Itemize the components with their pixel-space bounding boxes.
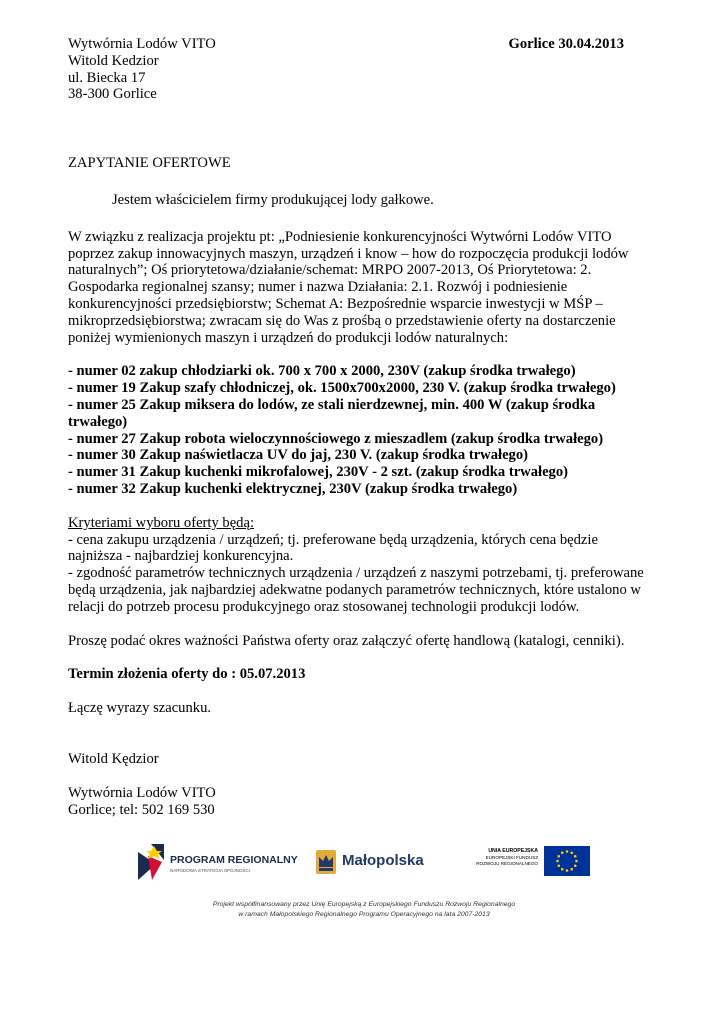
eu-star <box>570 868 573 871</box>
eu-flag-icon <box>544 846 590 876</box>
equipment-item: - numer 02 zakup chłodziarki ok. 700 x 700 x 2000, 230V (zakup środka trwałego) <box>68 363 576 380</box>
letter-header <box>68 36 624 103</box>
malopolska-crown-icon <box>316 850 336 874</box>
eu-star <box>561 868 564 871</box>
equipment-item: - numer 32 Zakup kuchenki elektrycznej, 230V (zakup środka trwałego) <box>68 480 518 497</box>
eu-star <box>557 855 560 858</box>
funding-footer <box>138 836 590 932</box>
sender-city: 38-300 Gorlice <box>68 86 157 103</box>
malopolska-name: Małopolska <box>342 852 424 869</box>
paragraph-line: W związku z realizacja projektu pt: „Podniesienie konkurencyjności Wytwórni Lodów VITO <box>68 228 612 245</box>
eu-name: UNIA EUROPEJSKA <box>488 848 538 854</box>
equipment-list <box>68 363 624 497</box>
equipment-item: - numer 31 Zakup kuchenki mikrofalowej, 230V - 2 szt. (zakup środka trwałego) <box>68 464 569 481</box>
paragraph-line: konkurencyjności przedsiębiorstw; Schemat A: Bezpośrednie wsparcie inwestycji w MŚP – <box>68 295 603 312</box>
footer-phone: Gorlice; tel: 502 169 530 <box>68 801 215 818</box>
eu-star <box>561 851 564 854</box>
paragraph-line: Gospodarka regionalnej szansy; numer i nazwa Działania: 2.1. Rozwój i podniesienie <box>68 279 568 296</box>
program-regionalny-subtitle: NARODOWA STRATEGIA SPÓJNOŚCI <box>170 868 251 873</box>
logo-strip <box>138 836 590 890</box>
footer-contact-block <box>68 785 624 819</box>
sender-company: Wytwórnia Lodów VITO <box>68 36 216 52</box>
criteria-heading: Kryteriami wyboru oferty będą: <box>68 514 255 531</box>
paragraph-line: poniżej wymienionych maszyn i urządzeń do produkcji lodów naturalnych: <box>68 329 509 346</box>
criteria-line: - zgodność parametrów technicznych urządzenia / urządzeń z naszymi potrzebami, tj. preferowane <box>68 565 644 582</box>
document-title: ZAPYTANIE OFERTOWE <box>68 155 231 172</box>
eu-star <box>556 860 559 863</box>
project-paragraph <box>68 228 629 347</box>
criteria-line: najniższa - najbardziej konkurencyjna. <box>68 548 294 565</box>
letter-date: Gorlice 30.04.2013 <box>508 36 624 52</box>
sender-street: ul. Biecka 17 <box>68 69 146 86</box>
signature-name: Witold Kędzior <box>68 750 159 767</box>
letter <box>68 36 644 818</box>
eu-star <box>574 864 577 867</box>
paragraph-line: mikroprzedsiębiorstwa; zwracam się do Was z prośbą o przedstawienie oferty na dostarczenie <box>68 312 616 329</box>
closing-regards: Łączę wyrazy szacunku. <box>68 700 212 717</box>
malopolska-logo <box>316 848 428 878</box>
eu-star <box>575 860 578 863</box>
equipment-item: - numer 25 Zakup miksera do lodów, ze stali nierdzewnej, min. 400 W (zakup środka <box>68 396 596 413</box>
criteria-line: będą urządzenia, jak najbardziej adekwatne podanych parametrów technicznych, które ustalono w <box>68 581 641 598</box>
caption-line: w ramach Małopolskiego Regionalnego Programu Operacyjnego na lata 2007-2013 <box>238 911 490 918</box>
eu-star <box>566 850 569 853</box>
program-regionalny-logo <box>138 842 298 882</box>
equipment-item: - numer 27 Zakup robota wieloczynnościowego z mieszadlem (zakup środka trwałego) <box>68 430 604 447</box>
cofinancing-caption <box>138 900 590 920</box>
paragraph-line: poprzez zakup innowacyjnych maszyn, urządzeń i know – how do rozpoczęcia produkcji lodów <box>68 245 629 262</box>
caption-line: Projekt współfinansowany przez Unię Europejską z Europejskiego Funduszu Rozwoju Regionalnego <box>212 901 516 908</box>
criteria-line: relacji do potrzeb procesu produkcyjnego oraz stosowanej technologii produkcji lodów. <box>68 598 580 615</box>
program-regionalny-icon <box>138 842 164 882</box>
eu-fund-line: ROZWOJU REGIONALNEGO <box>476 861 538 866</box>
eu-star <box>570 851 573 854</box>
eu-star <box>566 869 569 872</box>
eu-star <box>574 855 577 858</box>
eu-fund-label <box>468 848 538 868</box>
criteria-section <box>68 514 644 616</box>
criteria-line: - cena zakupu urządzenia / urządzeń; tj. preferowane będą urządzenia, których cena będzie <box>68 531 598 548</box>
submission-deadline: Termin złożenia oferty do : 05.07.2013 <box>68 666 306 683</box>
eu-star <box>557 864 560 867</box>
intro-sentence: Jestem właścicielem firmy produkującej lody gałkowe. <box>112 191 434 208</box>
equipment-item: - numer 19 Zakup szafy chłodniczej, ok. 1500x700x2000, 230 V. (zakup środka trwałego) <box>68 380 616 397</box>
equipment-item: - numer 30 Zakup naświetlacza UV do jaj, 230 V. (zakup środka trwałego) <box>68 447 529 464</box>
eu-fund-line: EUROPEJSKI FUNDUSZ <box>485 854 538 860</box>
program-regionalny-name: PROGRAM REGIONALNY <box>170 854 298 866</box>
offer-validity-request: Proszę podać okres ważności Państwa oferty oraz załączyć ofertę handlową (katalogi, cenniki). <box>68 632 625 649</box>
eu-logo <box>468 842 590 882</box>
paragraph-line: naturalnych”; Oś priorytetowa/działanie/schemat: MRPO 2007-2013, Oś Priorytetowa: 2. <box>68 262 592 279</box>
sender-name: Witold Kedzior <box>68 52 159 69</box>
footer-company: Wytwórnia Lodów VITO <box>68 784 216 801</box>
equipment-item: trwałego) <box>68 413 128 430</box>
